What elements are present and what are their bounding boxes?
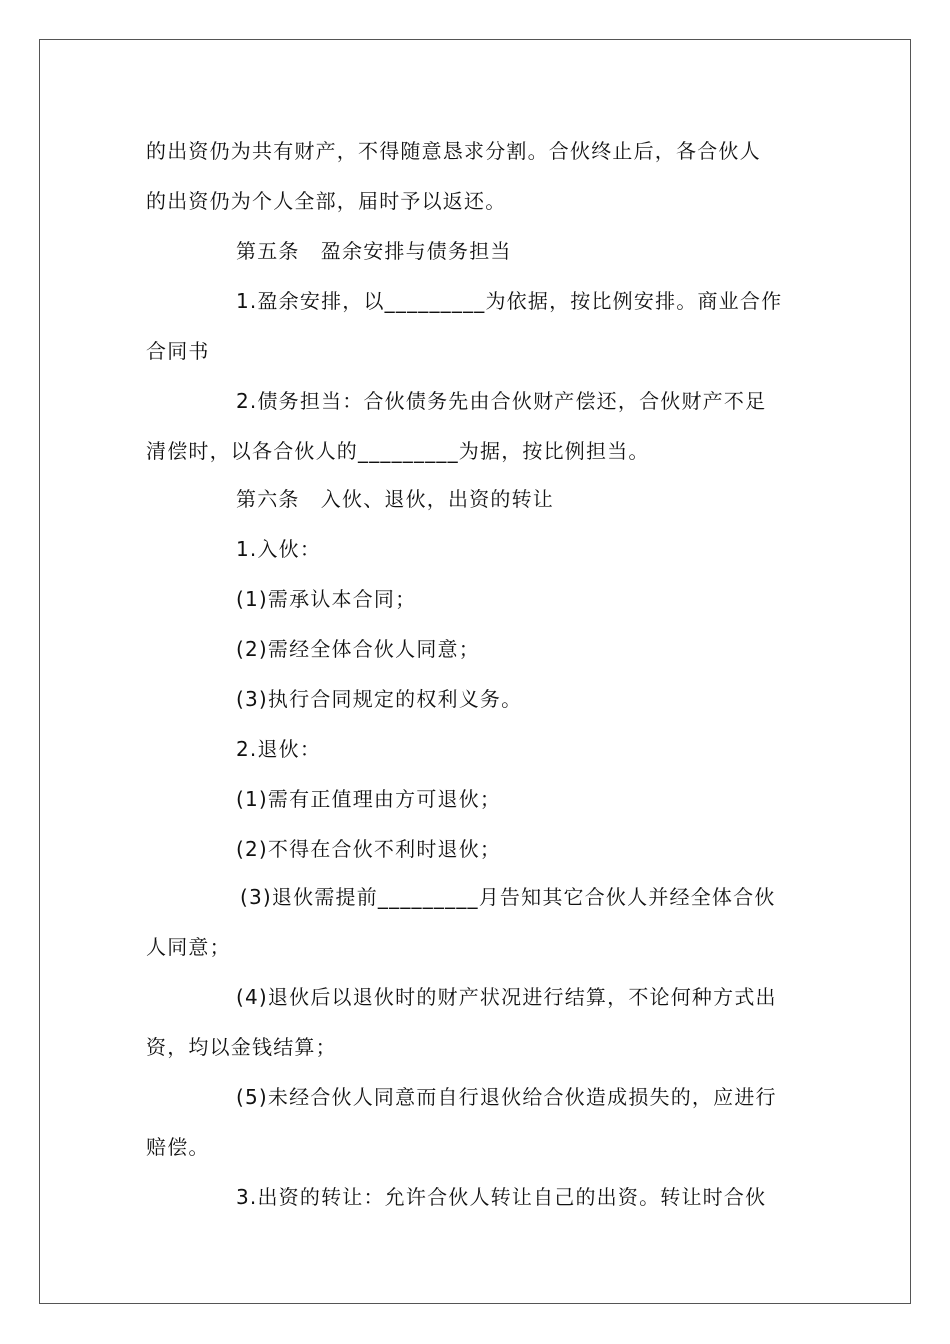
list-item: (1)需承认本合同； [236, 587, 417, 611]
text-line: 2.退伙： [236, 737, 322, 761]
list-item: (2)需经全体合伙人同意； [236, 637, 480, 661]
list-item: (4)退伙后以退伙时的财产状况进行结算，不论何种方式出 [236, 985, 777, 1009]
list-item: (3)退伙需提前_________月告知其它合伙人并经全体合伙 [240, 885, 776, 909]
section-heading: 第六条 入伙、退伙，出资的转让 [236, 487, 554, 511]
text-line: 的出资仍为个人全部，届时予以返还。 [146, 189, 507, 213]
list-item: (5)未经合伙人同意而自行退伙给合伙造成损失的，应进行 [236, 1085, 777, 1109]
page-border [39, 39, 911, 1304]
text-line: 赔偿。 [146, 1135, 210, 1159]
text-line: 1.入伙： [236, 537, 322, 561]
text-line: 的出资仍为共有财产，不得随意恳求分割。合伙终止后，各合伙人 [146, 139, 761, 163]
list-item: (1)需有正值理由方可退伙； [236, 787, 502, 811]
section-heading: 第五条 盈余安排与债务担当 [236, 239, 512, 263]
text-line: 3.出资的转让：允许合伙人转让自己的出资。转让时合伙 [236, 1185, 767, 1209]
text-line: 人同意； [146, 935, 231, 959]
list-item: (2)不得在合伙不利时退伙； [236, 837, 502, 861]
text-line: 2.债务担当：合伙债务先由合伙财产偿还，合伙财产不足 [236, 389, 767, 413]
list-item: (3)执行合同规定的权利义务。 [236, 687, 523, 711]
text-line: 资，均以金钱结算； [146, 1035, 337, 1059]
text-line: 合同书 [146, 339, 210, 363]
text-line: 清偿时，以各合伙人的_________为据，按比例担当。 [146, 439, 650, 463]
text-line: 1.盈余安排，以_________为依据，按比例安排。商业合作 [236, 289, 783, 313]
